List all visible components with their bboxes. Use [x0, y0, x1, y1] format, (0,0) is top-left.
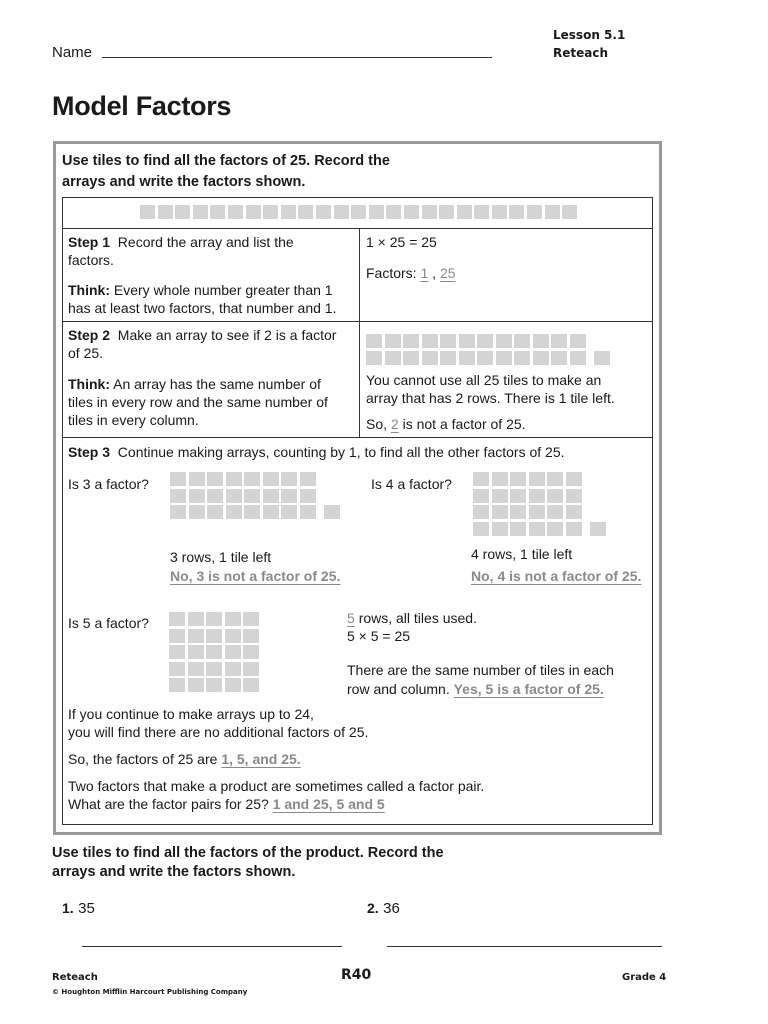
tile [206, 629, 222, 643]
tile [207, 489, 223, 503]
step2-result-line2: array that has 2 rows. There is 1 tile left. [366, 390, 615, 406]
array-5-rows [169, 612, 259, 692]
tile [473, 472, 489, 486]
tile [300, 472, 316, 486]
tile [440, 351, 456, 365]
tile [473, 505, 489, 519]
tile [403, 351, 419, 365]
tile [510, 489, 526, 503]
q5-same-line1: There are the same number of tiles in each [347, 662, 614, 678]
q5-equation: 5 × 5 = 25 [347, 628, 411, 644]
q5-same-line2 [347, 680, 604, 699]
step1-think-line1: Every whole number greater than 1 [113, 282, 333, 298]
item-value: 35 [78, 900, 95, 917]
continue-line2: you will find there are no additional factors of 25. [68, 724, 369, 740]
q5-rows-text: rows, all tiles used. [358, 610, 477, 626]
tile [514, 334, 530, 348]
tile [226, 472, 242, 486]
page-number: R40 [341, 967, 372, 983]
tile [492, 522, 508, 536]
practice-intro-line2: arrays and write the factors shown. [52, 864, 296, 880]
tile [422, 205, 437, 219]
tile [366, 351, 382, 365]
tile [547, 489, 563, 503]
q4-answer: No, 4 is not a factor of 25. [471, 568, 642, 584]
tile [473, 522, 489, 536]
tile [206, 612, 222, 626]
practice-item-1 [62, 900, 95, 918]
tile [562, 205, 577, 219]
lesson-type: Reteach [553, 46, 609, 60]
step3-instruction: Continue making arrays, counting by 1, to find all the other factors of 25. [117, 444, 565, 460]
tile [263, 205, 278, 219]
tile [547, 522, 563, 536]
tile [298, 205, 313, 219]
tile [570, 351, 586, 365]
footer-reteach: Reteach [52, 972, 98, 983]
tile [225, 612, 241, 626]
tile [496, 334, 512, 348]
step2-so [366, 415, 526, 434]
intro-line-2: arrays and write the factors shown. [62, 174, 306, 190]
step2-think-line3: tiles in every column. [68, 412, 199, 428]
tile [533, 334, 549, 348]
factors-of-25 [68, 750, 301, 769]
tile [566, 522, 582, 536]
tile [492, 472, 508, 486]
tile [510, 505, 526, 519]
step2-text [68, 326, 336, 345]
tile [529, 472, 545, 486]
tile [225, 662, 241, 676]
tile [551, 351, 567, 365]
tile [228, 205, 243, 219]
step1-factors [366, 264, 456, 283]
tile [263, 505, 279, 519]
divider [62, 321, 653, 322]
tile [188, 645, 204, 659]
lesson-number: Lesson 5.1 [553, 28, 626, 42]
tile [206, 678, 222, 692]
tile [243, 662, 259, 676]
tile [207, 505, 223, 519]
tile [246, 205, 261, 219]
step1-equation: 1 × 25 = 25 [366, 234, 437, 250]
tile [243, 678, 259, 692]
tile [170, 489, 186, 503]
tile [492, 205, 507, 219]
tile [169, 612, 185, 626]
tile [300, 489, 316, 503]
tile [404, 205, 419, 219]
q4-result: 4 rows, 1 tile left [471, 546, 573, 562]
q5-number-answer: 5 [347, 610, 355, 626]
tile [492, 505, 508, 519]
tile [547, 505, 563, 519]
tile [170, 505, 186, 519]
tile [422, 334, 438, 348]
tile [566, 489, 582, 503]
tile [547, 472, 563, 486]
tile [263, 472, 279, 486]
tile [140, 205, 155, 219]
step2-answer: 2 [390, 416, 399, 432]
q5-answer: Yes, 5 is a factor of 25. [453, 681, 604, 697]
tile [422, 351, 438, 365]
continue-line1: If you continue to make arrays up to 24, [68, 706, 314, 722]
tile [281, 472, 297, 486]
footer-grade: Grade 4 [622, 972, 667, 983]
item-value: 36 [383, 900, 400, 917]
tile [189, 505, 205, 519]
tile [281, 205, 296, 219]
q5-same-text: row and column. [347, 681, 450, 697]
q5-rows [347, 609, 477, 628]
tile [188, 629, 204, 643]
tile [570, 334, 586, 348]
tile [226, 505, 242, 519]
tile [351, 205, 366, 219]
tile [369, 205, 384, 219]
tile [243, 645, 259, 659]
tile [439, 205, 454, 219]
array-2-rows [366, 334, 604, 365]
step1-text-line1: Record the array and list the [117, 234, 294, 250]
practice-intro-line1: Use tiles to find all the factors of the product. Record the [52, 845, 444, 861]
divider [62, 228, 653, 229]
tile [188, 612, 204, 626]
tile [210, 205, 225, 219]
name-label: Name [52, 44, 93, 61]
name-line[interactable] [102, 57, 492, 58]
pair-answer: 1 and 25, 5 and 5 [272, 796, 385, 812]
tile [386, 205, 401, 219]
tile [440, 334, 456, 348]
array-3-rows [170, 472, 334, 519]
tile [244, 489, 260, 503]
tile [457, 205, 472, 219]
tile [169, 645, 185, 659]
tile [533, 351, 549, 365]
tile [385, 334, 401, 348]
tile [206, 645, 222, 659]
tile [385, 351, 401, 365]
array-4-rows [473, 472, 600, 536]
step2-think [68, 375, 321, 394]
tile [225, 629, 241, 643]
step2-think-line2: tiles in every row and the same number of [68, 394, 328, 410]
answer-line-2[interactable] [387, 946, 662, 947]
so-suffix: is not a factor of 25. [402, 416, 526, 432]
leftover-tile [590, 522, 606, 536]
so-prefix: So, [366, 416, 388, 432]
tile [527, 205, 542, 219]
step3-text [68, 443, 565, 462]
step2-result-line1: You cannot use all 25 tiles to make an [366, 372, 602, 388]
tile [551, 334, 567, 348]
tile [244, 472, 260, 486]
array-1x25 [140, 205, 577, 219]
tile [316, 205, 331, 219]
tile [509, 205, 524, 219]
intro-line-1: Use tiles to find all the factors of 25. Record the [62, 153, 390, 169]
tile [473, 489, 489, 503]
pair-line2 [68, 795, 385, 814]
tile [158, 205, 173, 219]
tile [477, 334, 493, 348]
tile [225, 645, 241, 659]
practice-item-2 [367, 900, 400, 918]
q3-answer: No, 3 is not a factor of 25. [170, 568, 341, 584]
tile [529, 489, 545, 503]
step1-think [68, 281, 333, 300]
tile [459, 351, 475, 365]
tile [514, 351, 530, 365]
tile [226, 489, 242, 503]
step1-label: Step 1 [68, 234, 111, 250]
tile [169, 662, 185, 676]
tile [459, 334, 475, 348]
divider [359, 228, 360, 437]
divider [62, 437, 653, 438]
q3-question: Is 3 a factor? [68, 476, 149, 492]
tile [263, 489, 279, 503]
pair-line1: Two factors that make a product are sometimes called a factor pair. [68, 778, 485, 794]
q3-result: 3 rows, 1 tile left [170, 549, 272, 565]
tile [510, 472, 526, 486]
factor-answer-1: 1 [420, 265, 429, 281]
step3-label: Step 3 [68, 444, 111, 460]
q4-question: Is 4 a factor? [371, 476, 452, 492]
factor-answer-2: 25 [439, 265, 456, 281]
leftover-tile [324, 505, 340, 519]
tile [193, 205, 208, 219]
tile [566, 472, 582, 486]
tile [492, 489, 508, 503]
step1-think-line2: has at least two factors, that number and 1. [68, 300, 337, 316]
tile [496, 351, 512, 365]
tile [334, 205, 349, 219]
tile [189, 489, 205, 503]
page-title: Model Factors [52, 91, 232, 121]
tile [244, 505, 260, 519]
tile [170, 472, 186, 486]
tile [225, 678, 241, 692]
factors-label: Factors: [366, 265, 417, 281]
tile [529, 522, 545, 536]
item-number: 1. [62, 900, 74, 916]
step1-text [68, 233, 294, 252]
tile [189, 472, 205, 486]
step2-label: Step 2 [68, 327, 111, 343]
tile [281, 505, 297, 519]
tile [243, 612, 259, 626]
tile [206, 662, 222, 676]
leftover-tile [594, 351, 610, 365]
factor-separator: , [432, 265, 437, 281]
think-label: Think: [68, 376, 110, 392]
tile [403, 334, 419, 348]
step1-text-line2: factors. [68, 252, 114, 268]
tile [188, 678, 204, 692]
tile [188, 662, 204, 676]
step2-text-line1: Make an array to see if 2 is a factor [117, 327, 337, 343]
tile [566, 505, 582, 519]
tile [366, 334, 382, 348]
footer-copyright: © Houghton Mifflin Harcourt Publishing Company [52, 988, 248, 996]
tile [281, 489, 297, 503]
tile [477, 351, 493, 365]
step2-text-line2: of 25. [68, 345, 104, 361]
tile [207, 472, 223, 486]
item-number: 2. [367, 900, 379, 916]
tile [175, 205, 190, 219]
answer-line-1[interactable] [82, 946, 342, 947]
tile [510, 522, 526, 536]
step2-think-line1: An array has the same number of [113, 376, 321, 392]
think-label: Think: [68, 282, 110, 298]
tile [300, 505, 316, 519]
pair-question: What are the factor pairs for 25? [68, 796, 269, 812]
tile [243, 629, 259, 643]
tile [545, 205, 560, 219]
tile [474, 205, 489, 219]
so-factors-prefix: So, the factors of 25 are [68, 751, 218, 767]
factors-answer: 1, 5, and 25. [221, 751, 301, 767]
tile [169, 678, 185, 692]
tile [169, 629, 185, 643]
tile [529, 505, 545, 519]
q5-question: Is 5 a factor? [68, 615, 149, 631]
